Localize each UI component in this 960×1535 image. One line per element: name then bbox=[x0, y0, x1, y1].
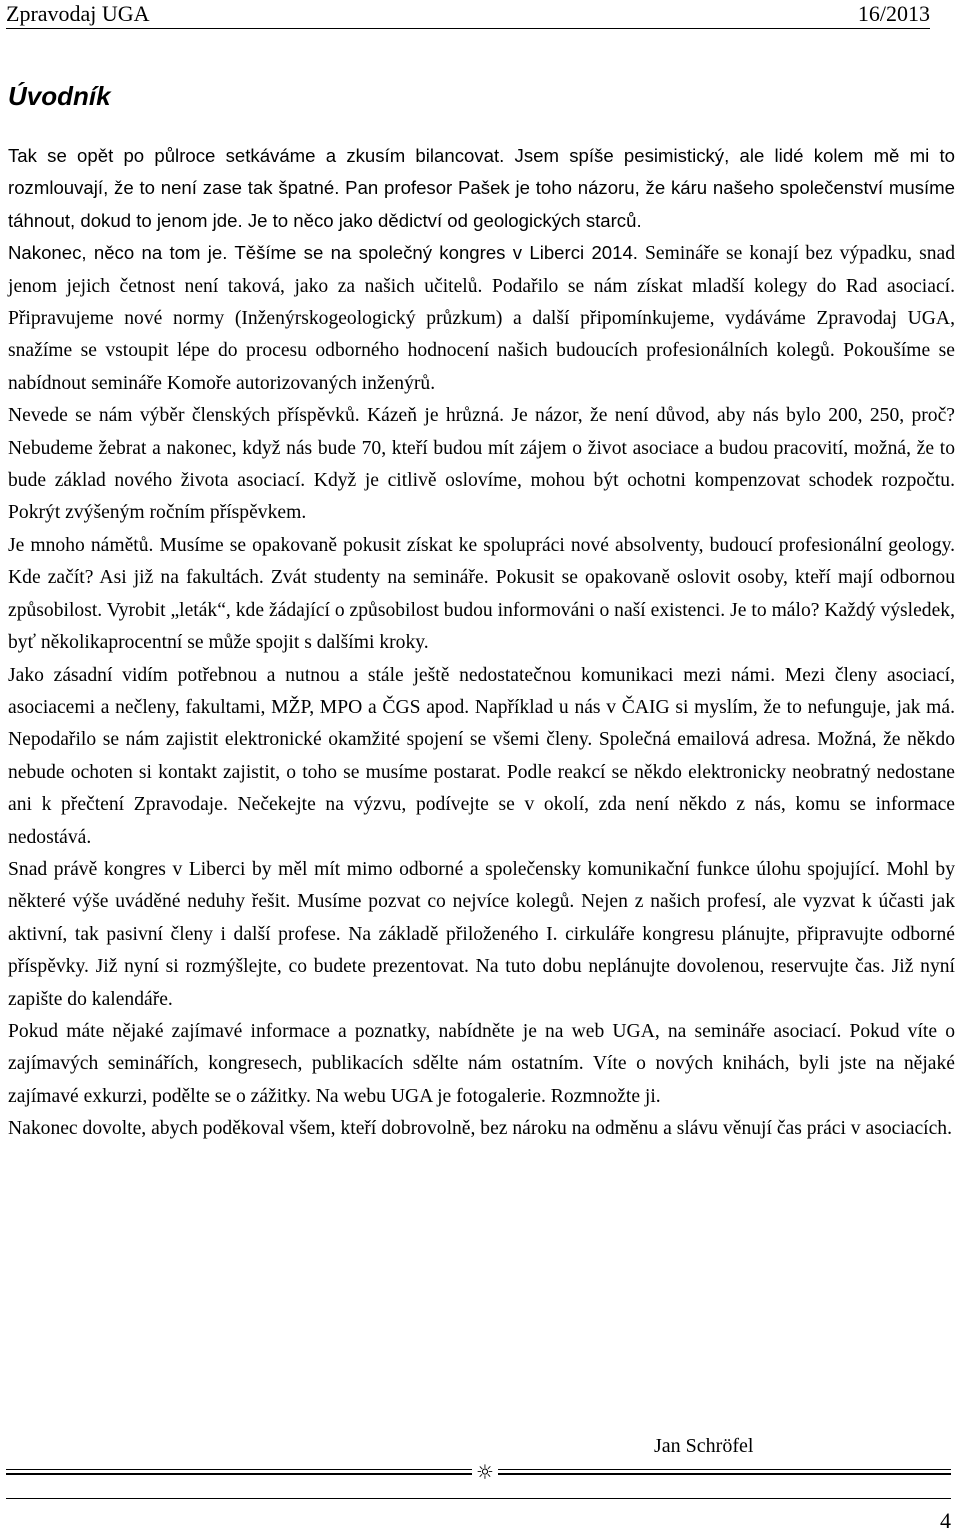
paragraph-3: Nevede se nám výběr členských příspěvků. Kázeň je hrůzná. Je názor, že není důvod, aby nás bylo 200, 250, proč? Nebudeme žebrat a nakonec, když nás bude 70, kteří budou mít zájem o život asociace a budou pracovití, možná, že to bude základ nového života asociací. Když je citlivě oslovíme, mohou být ochotni kompenzovat schodek rozpočtu. Pokrýt zvýšeným ročním příspěvkem. bbox=[8, 405, 955, 524]
issue-number: 16/2013 bbox=[857, 1, 930, 26]
paragraph-2 bbox=[8, 237, 955, 400]
paragraph-7: Pokud máte nějaké zajímavé informace a poznatky, nabídněte je na web UGA, na semináře asociací. Pokud víte o zajímavých seminářích, kongresech, publikacích sdělte nám ostatním. Víte o nových knihách, byli jste na nějaké zajímavé exkurzi, podělte se o zážitky. Na webu UGA je fotogalerie. Rozmnožte ji. bbox=[8, 1020, 955, 1107]
paragraph-2-lead: Nakonec, něco na tom je. Těšíme se na společný kongres v Liberci 2014. bbox=[8, 242, 638, 264]
paragraph-4: Je mnoho námětů. Musíme se opakovaně pokusit získat ke spolupráci nové absolventy, budoucí profesionální geology. Kde začít? Asi již na fakultách. Zvát studenty na semináře. Pokusit se opakovaně oslovit osoby, kteří mají odbornou způsobilost. Vyrobit „leták“, kde žádající o způsobilost budou informováni o naší existenci. Je to málo? Každý výsledek, byť několikaprocentní se může spojit s dalšími kroky. bbox=[8, 534, 955, 654]
paragraph-8: Nakonec dovolte, abych poděkoval všem, kteří dobrovolně, bez nároku na odměnu a slávu věnují čas práci v asociacích. bbox=[8, 1118, 952, 1140]
paragraph-1: Tak se opět po půlroce setkáváme a zkusím bilancovat. Jsem spíše pesimistický, ale lidé kolem mě mi to rozmlouvají, že to není zase tak špatné. Pan profesor Pašek je toho názoru, že káru našeho společenství musíme táhnout, dokud to jenom jde. Je to něco jako dědictví od geologických starců. bbox=[8, 145, 955, 231]
sun-icon: ☼ bbox=[472, 1460, 498, 1484]
paragraph-2-rest: Semináře se konají bez výpadku, snad jenom jejich četnost není taková, jako za našich učitelů. Podařilo se nám získat mladší kolegy do Rad asociací. Připravujeme nové normy (Inženýrskogeologický průzkum) a další připomínkujeme, vydáváme Zpravodaj UGA, snažíme se vstoupit lépe do procesu odborného hodnocení našich budoucích profesionálních kolegů. Pokoušíme se nabídnout semináře Komoře autorizovaných inženýrů. bbox=[8, 243, 955, 394]
page-footer bbox=[6, 1498, 951, 1535]
section-separator bbox=[6, 1460, 951, 1484]
paragraph-6: Snad právě kongres v Liberci by měl mít mimo odborné a společensky komunikační funkce úlohu spojující. Mohl by některé výše uváděné neduhy řešit. Musíme pozvat co nejvíce kolegů. Nejen z našich profesí, ale vyzvat k účasti jak aktivní, tak pasivní členy i další profese. Na základě přiloženého I. cirkuláře kongresu plánujte, připravujte odborné příspěvky. Již nyní si rozmýšlejte, co budete prezentovat. Na tuto dobu neplánujte dovolenou, reservujte čas. Již nyní zapište do kalendáře. bbox=[8, 858, 955, 1010]
article-body bbox=[8, 140, 955, 1146]
paragraph-5: Jako zásadní vidím potřebnou a nutnou a stále ještě nedostatečnou komunikaci mezi námi. Mezi členy asociací, asociacemi a nečleny, fakultami, MŽP, MPO a ČGS apod. Například u nás v ČAIG si myslím, že to nefunguje, jak má. Nepodařilo se nám zajistit elektronické okamžité spojení se všemi členy. Společná emailová adresa. Možná, že někdo nebude ochoten si kontakt zajistit, o toho se musíme postarat. Podle reakcí se někdo elektronicky neobratný nedostane ani k přečtení Zpravodaje. Nečekejte na výzvu, podívejte se v okolí, zda není někdo z nás, komu se informace nedostává. bbox=[8, 664, 955, 848]
publication-name: Zpravodaj UGA bbox=[6, 1, 150, 26]
author-signature: Jan Schröfel bbox=[654, 1435, 754, 1457]
page-header bbox=[6, 0, 930, 29]
article-title: Úvodník bbox=[8, 81, 111, 111]
page-number: 4 bbox=[940, 1508, 951, 1533]
